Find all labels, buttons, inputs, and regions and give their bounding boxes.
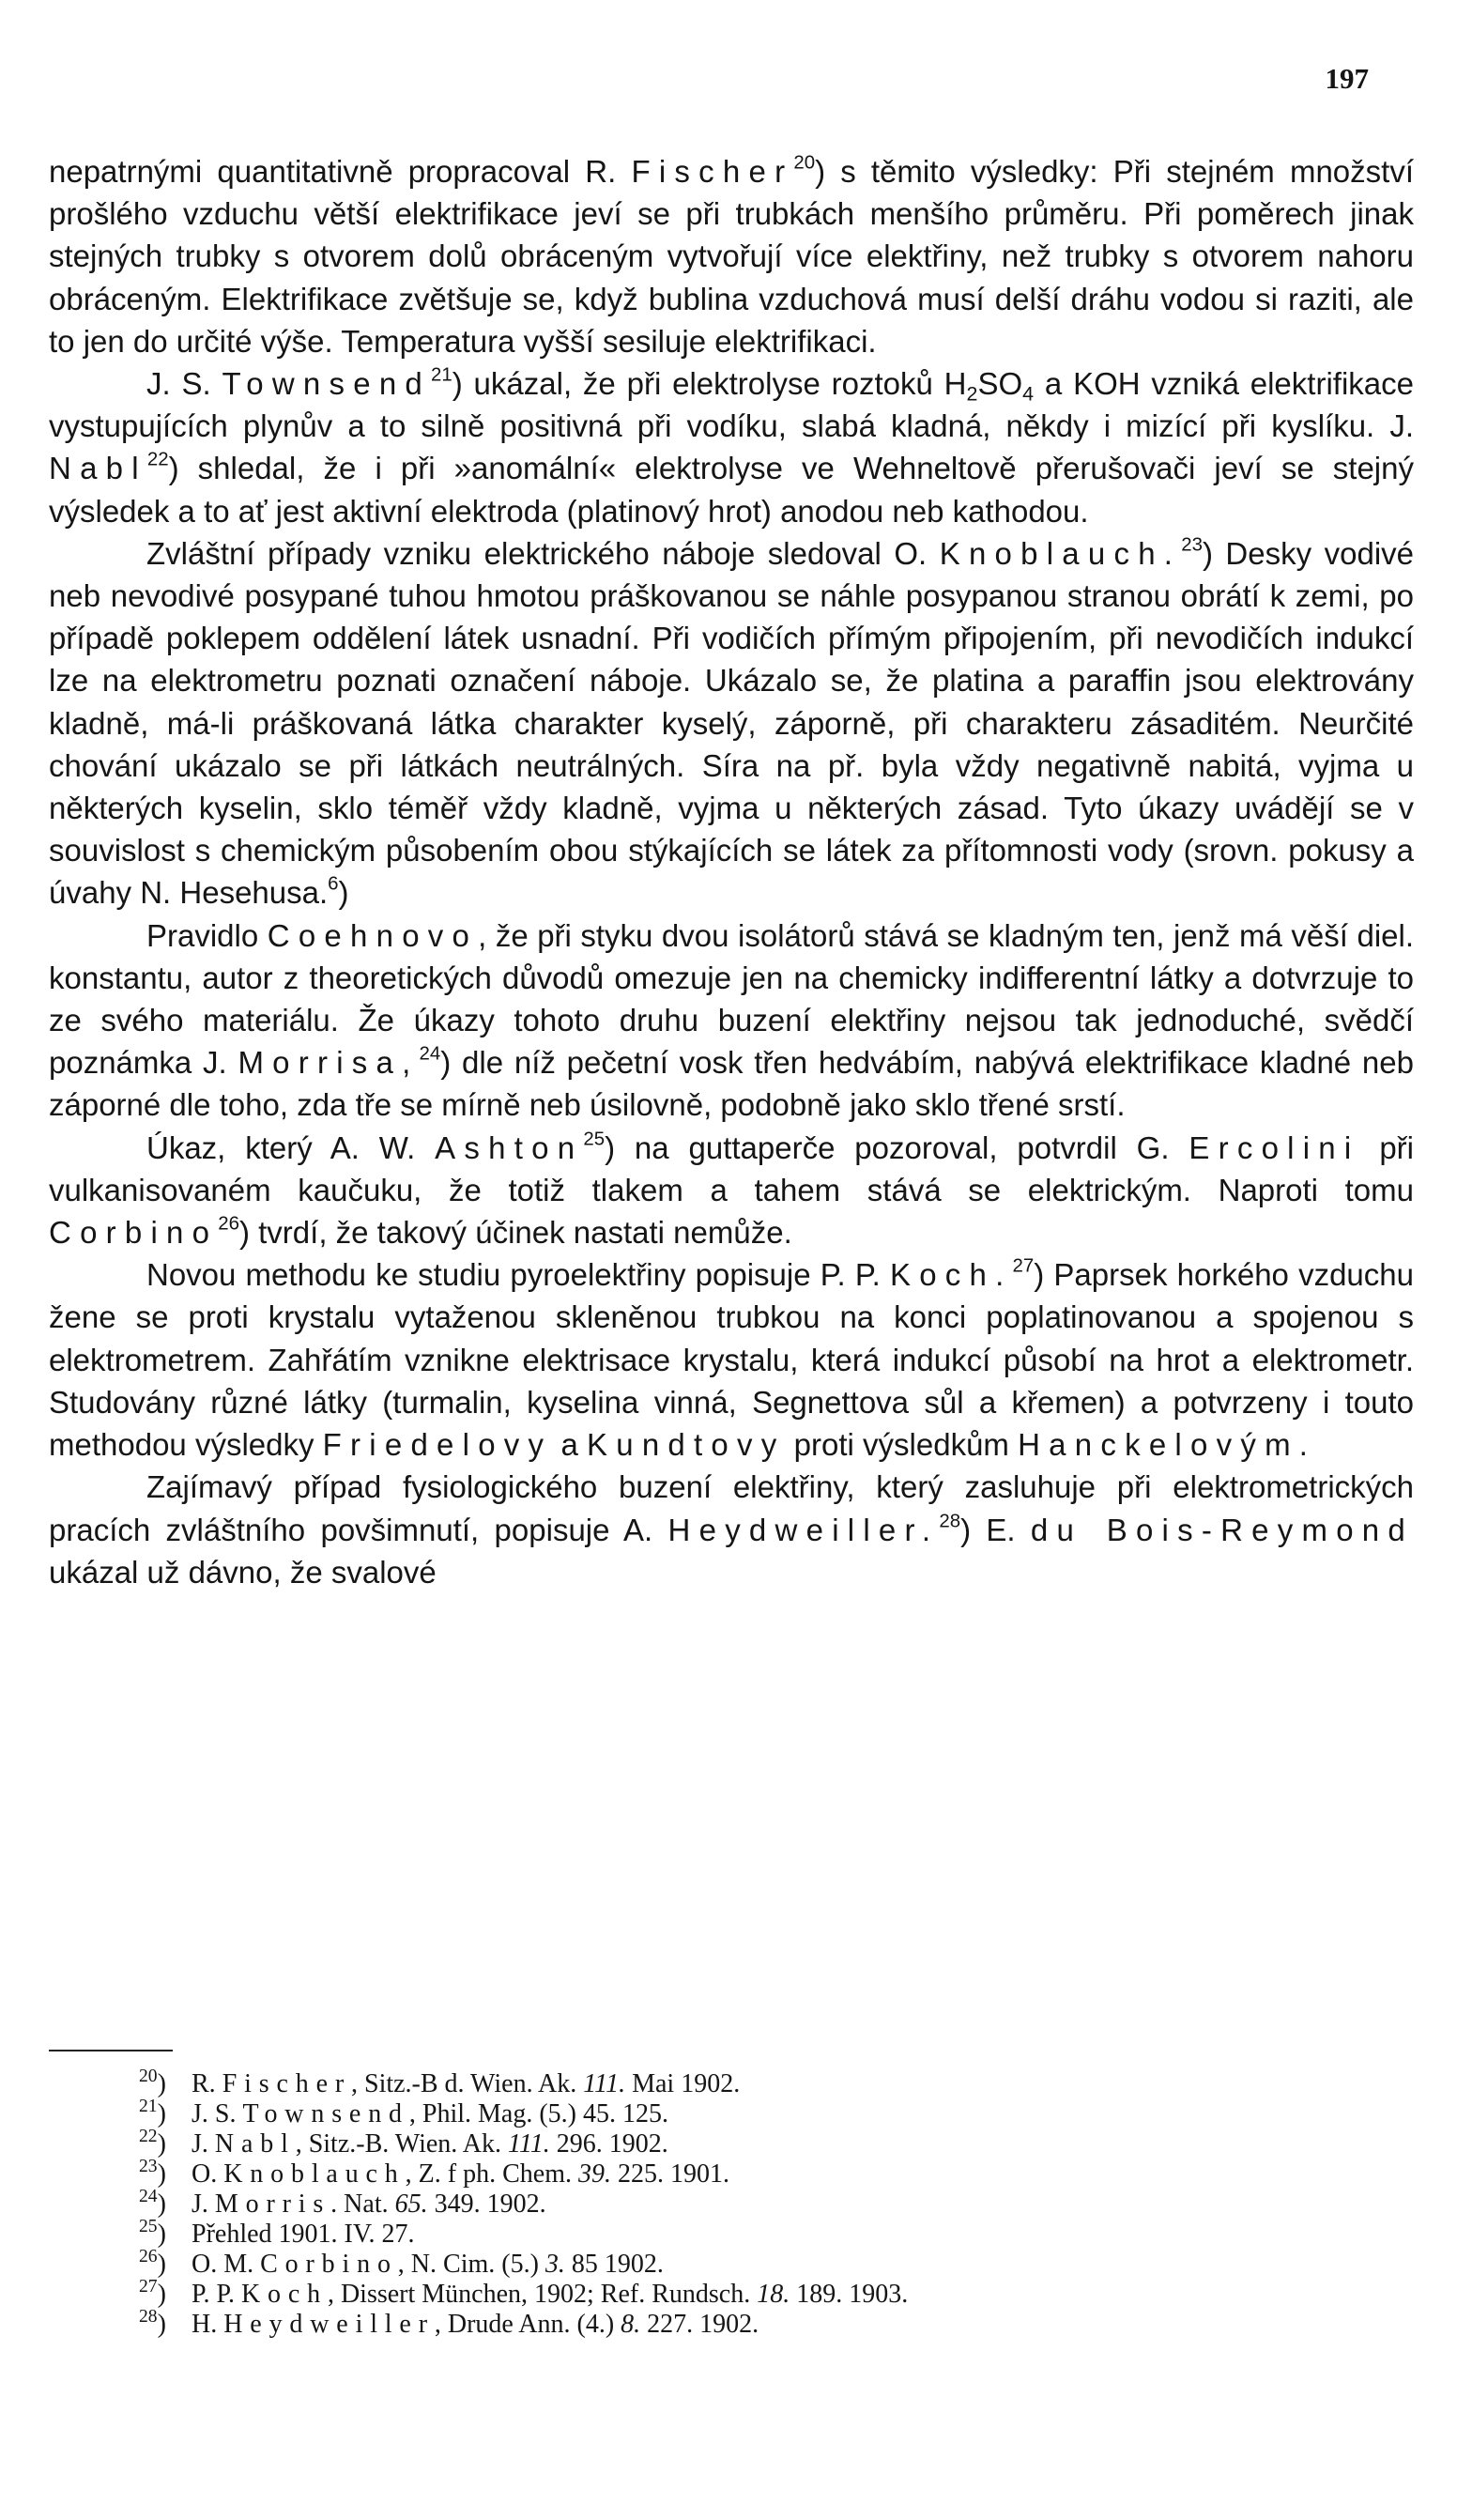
footnote-marker: $^{20}$) [139,2067,166,2098]
paragraph [49,914,1414,1127]
spaced-name: Koch. [889,1257,1013,1293]
paragraph [49,362,1414,532]
footnote-reference: 26 [218,1212,239,1235]
text-run: Zajímavý případ fysiologického buzení elektřiny, který zasluhuje při elektrometrických pracích zvláštního povšimnutí, popisuje A. [49,1469,1414,1547]
spaced-name: Coehnovo [267,917,479,953]
footnote-reference: 24 [419,1042,441,1065]
spaced-name: Ashton [435,1129,584,1165]
text-run: 349. 1902. [427,2190,546,2219]
footnote-reference: 27 [1012,1254,1035,1277]
paragraph [49,150,1414,362]
footnote [139,2247,1359,2280]
text-run: J. S. [146,366,222,402]
text-run: ) dle níž pečetní vosk třen hedvábím, nabývá elektrifikace kladné neb záporné dle toho, zda tře se mírně neb úsilovně, podobně jako sklo třené srstí. [49,1045,1414,1123]
text-run: Novou methodu ke studiu pyroelektřiny popisuje P. P. [146,1257,890,1293]
text-run: SO [977,366,1023,402]
spaced-name: Friedelovy [322,1427,553,1463]
text-run: , Phil. Mag. (5.) 45. 125. [408,2099,668,2128]
footnote-number: 21 [139,2097,158,2117]
text-run: ) s těmito výsledky: Při stejném množství prošlého vzduchu větší elektrifikace jeví se při trubkách menšího průměru. Při poměrech jinak stejných trubky s otvorem dolů obráceným vytvořují více elektřiny, než trubky s otvorem nahoru obráceným. Elektrifikace zvětšuje se, když bublina vzduchová musí delší dráhu vodou si raziti, ale to jen do určité výše. Temperatura vyšší sesiluje elektrifikaci. [49,154,1414,359]
text-run: , Drude Ann. (4.) [434,2310,621,2339]
text-run: , že při styku dvou isolátorů stává se kladným ten, jenž má věší diel. konstantu, autor z theoretických důvodů omezuje jen na chemicky indifferentní látky a dotvrzuje to ze svého materiálu. Že úkazy tohoto druhu buzení elektřiny nejsou tak jednoduché, svědčí poznámka J. [49,917,1414,1081]
footnote-reference: 25 [583,1128,606,1150]
text-run: 2 [966,382,978,406]
text-run: . Nat. [330,2190,395,2219]
footnote-number: 20 [139,2067,158,2087]
footnote-reference: 6 [328,873,339,896]
footnote [139,2277,1359,2310]
spaced-name: Corbino [260,2250,398,2279]
text-run: Pravidlo [146,917,268,953]
text-run: 3. [544,2250,565,2279]
text-run: Zvláštní případy vzniku elektrického náboje sledoval O. [146,535,940,571]
text-run: 18. [757,2280,790,2309]
text-run: , Sitz.-B. Wien. Ak. [295,2129,508,2159]
spaced-name: Fischer [631,154,794,189]
text-run: a [552,1427,587,1463]
text-run: ) na guttaperče pozoroval, potvrdil G. [605,1129,1189,1165]
text-run: ) shledal, že i při »anomální« elektrolyse ve Wehneltově přerušovači jeví se stejný výsledek a to ať jest aktivní elektroda (platinový hrot) anodou neb kathodou. [49,451,1414,529]
text-run: 111. [583,2069,626,2098]
text-run: ukázal už dávno, že svalové [49,1554,437,1590]
text-run: 8. [621,2310,641,2339]
text-run: Přehled 1901. IV. 27. [192,2220,415,2249]
footnote-marker: $^{24}$) [139,2187,166,2219]
text-run: 85 1902. [564,2250,664,2279]
footnote-number: 22 [139,2127,158,2147]
footnote [139,2099,1359,2129]
text-run: ) Desky vodivé neb nevodivé posypané tuhou hmotou práškovanou se náhle posypanou stranou obrátí k zemi, po případě poklepem oddělení látek usnadní. Při vodičích přímým připojením, při nevodičích indukcí lze na elektrometru poznati označení náboje. Ukázalo se, že platina a paraffin jsou elektrovány kladně, má-li práškovaná látka charakter kyselý, záporně, při charakteru zásaditém. Neurčité chování ukázalo se při látkách neutrálných. Síra na př. byla vždy negativně nabitá, vyjma u některých kyselin, sklo téměř vždy kladně, vyjma u některých zásad. Tyto úkazy uvádějí se v souvislost s chemickým působením obou stýkajících se látek za přítomnosti vody (srovn. pokusy a úvahy N. Hesehusa. [49,535,1415,911]
footnote-divider [49,2050,173,2051]
footnote-reference: 23 [1181,533,1203,556]
paragraph [49,1466,1414,1593]
spaced-name: Nabl [214,2129,296,2159]
text-run: 111. [507,2129,550,2159]
footnote-number: 24 [139,2187,158,2207]
text-run: ) ukázal, že při elektrolyse roztoků H [452,366,967,402]
text-run: 39. [577,2159,611,2189]
footnote [139,2307,1359,2340]
text-run: , Z. f ph. Chem. [405,2159,578,2189]
text-run: , Dissert München, 1902; Ref. Rundsch. [327,2280,758,2309]
spaced-name: Townsend [242,2099,409,2128]
footnote-reference: 22 [146,449,169,471]
paragraph [49,1127,1414,1254]
text-run: J. S. [192,2099,243,2128]
footnote [139,2069,1359,2099]
text-run: Mai 1902. [625,2069,741,2098]
text-run: ) [338,875,349,911]
text-run: J. [192,2129,215,2159]
text-run: ) Paprsek horkého vzduchu žene se proti krystalu vytaženou skleněnou trubkou na konci poplatinovanou a spojenou s elektrometrem. Zahřátím vznikne elektrisace krystalu, která indukcí působí na hrot a elektrometr. Studovány různé látky (turmalin, kyselina vinná, Segnettova sůl a křemen) a potvrzeny i touto methodou výsledky [49,1257,1414,1463]
spaced-name: Kundtovy [586,1427,786,1463]
text-run: O. [192,2159,224,2189]
footnote-marker: $^{28}$) [139,2307,166,2339]
paragraph [49,532,1414,914]
footnote-number: 27 [139,2277,158,2297]
text-run: 65. [394,2190,428,2219]
footnote-reference: 20 [793,151,816,174]
text-run: 225. 1901. [610,2159,729,2189]
text-run: , Sitz.-B d. Wien. Ak. [351,2069,584,2098]
spaced-name: Knoblauch [223,2159,406,2189]
page-number: 197 [1325,62,1369,95]
spaced-name: Knoblauch. [939,535,1182,571]
text-run: a KOH vzniká elektrifikace vystupujících plynův a to silně positivná při vodíku, slabá kladná, někdy i mizící při kyslíku. J. [49,366,1414,444]
text-run: J. [192,2190,215,2219]
footnote-reference: 28 [939,1510,961,1532]
footnote-marker: $^{25}$) [139,2217,166,2249]
text-run: H. [192,2310,224,2339]
text-run: 227. 1902. [640,2310,759,2339]
footnote-marker: $^{21}$) [139,2097,166,2128]
footnote-marker: $^{27}$) [139,2277,166,2309]
spaced-name: Corbino [49,1215,219,1251]
text-run: , N. Cim. (5.) [397,2250,545,2279]
footnote-reference: 21 [431,363,452,386]
text-run: 189. 1903. [790,2280,909,2309]
spaced-name: Ercolini [1189,1129,1360,1165]
footnote [139,2187,1359,2220]
text-run: 4 [1022,382,1035,406]
spaced-name: Heydweiller. [667,1512,940,1547]
spaced-name: Heydweiller [223,2310,435,2339]
spaced-name: Morrisa, [238,1045,420,1081]
text-run: při vulkanisovaném kaučuku, že totiž tlakem a tahem stává se elektrickým. Naproti tomu [49,1129,1415,1207]
text-run: R. [192,2069,222,2098]
text-run: Úkaz, který A. W. [146,1129,436,1165]
spaced-name: du Bois-Reymond [1030,1512,1414,1547]
body-text [49,150,1414,1593]
footnote-number: 26 [139,2247,158,2267]
spaced-name: Townsend [222,366,432,402]
spaced-name: Koch [240,2280,328,2309]
text-run: ) tvrdí, že takový účinek nastati nemůže. [238,1215,792,1251]
text-run: 296. 1902. [549,2129,668,2159]
footnotes [139,2069,1359,2340]
footnote-number: 25 [139,2217,158,2237]
spaced-name: Hanckelovým. [1018,1427,1317,1463]
text-run: proti výsledkům [785,1427,1019,1463]
footnote-marker: $^{22}$) [139,2127,166,2159]
spaced-name: Fischer [222,2069,351,2098]
footnote-number: 28 [139,2307,158,2328]
spaced-name: Morris [214,2190,331,2219]
footnote [139,2217,1359,2250]
text-run: nepatrnými quantitativně propracoval R. [49,154,632,189]
paragraph [49,1253,1414,1466]
footnote [139,2129,1359,2159]
text-run: O. M. [192,2250,261,2279]
spaced-name: Nabl [49,451,147,486]
text-run: ) E. [960,1512,1031,1547]
text-run: P. P. [192,2280,241,2309]
footnote-marker: $^{26}$) [139,2247,166,2279]
footnote [139,2159,1359,2190]
footnote-number: 23 [139,2157,158,2177]
footnote-marker: $^{23}$) [139,2157,166,2189]
